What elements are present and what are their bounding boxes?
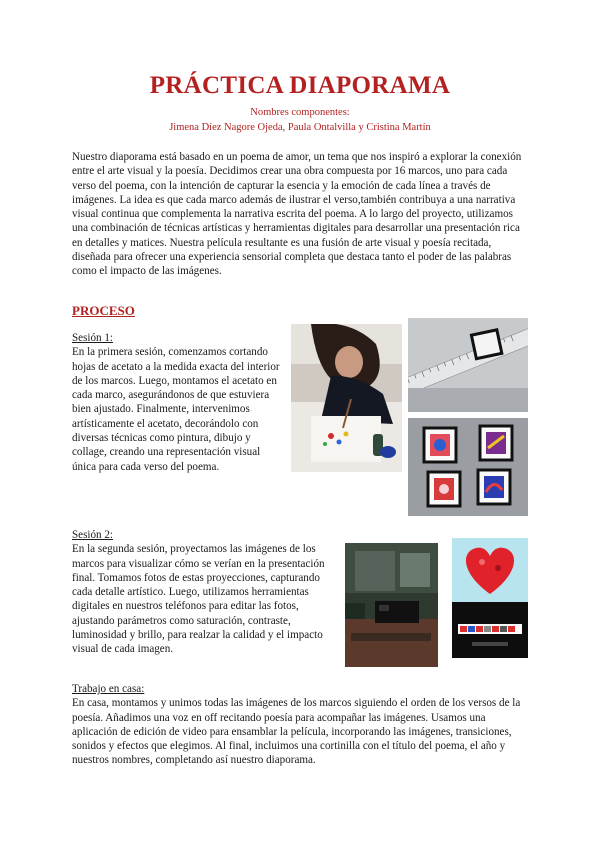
authors-names: Jimena Díez Nagore Ojeda, Paula Ontalvilla y Cristina Martín: [169, 122, 431, 133]
authors-block: [0, 105, 600, 135]
home-work-text: En casa, montamos y unimos todas las imágenes de los marcos siguiendo el orden de los versos de la poesía. Añadimos una voz en off recitando poesía para acompañar las imágenes. Usamos una aplicación de edición de video para ensamblar la película, incorporando las imágenes, transiciones, sonidos y efectos que elegimos. Al final, incluimos una cortinilla con el título del poema, el año y nuestros nombres, completando así nuestro diaporama.: [72, 697, 521, 767]
intro-paragraph: Nuestro diaporama está basado en un poema de amor, un tema que nos inspiró a explorar la conexión entre el arte visual y la poesía. Decidimos crear una obra compuesta por 16 marcos, uno para cada verso del poema, con la intención de capturar la esencia y la emoción de cada línea a través de imágenes. La idea es que cada marco además de ilustrar el verso,también contribuya a una narrativa visual continua que complementa la narrativa escrita del poema. A lo largo del proyecto, utilizamos una combinación de técnicas artísticas y herramientas digitales para desarrollar una presentación rica en detalles y matices. Nuestra película resultante es una fusión de arte visual y poesía recitada, diseñada para ofrecer una experiencia sensorial completa que destaca tanto el poder de las palabras como el impacto de las imágenes.: [72, 151, 522, 278]
photo-decorated-frames: [408, 418, 528, 516]
session1-block: [72, 331, 284, 474]
session2-text: En la segunda sesión, proyectamos las imágenes de los marcos para visualizar cómo se verían en la presentación final. Tomamos fotos de estas proyecciones, capturando cada detalle artístico. Luego, utilizamos herramientas digitales en nuestros teléfonos para editar las fotos, ajustando parámetros como saturación, contraste, luminosidad y brillo, para realzar la calidad y el impacto visual de cada imagen.: [72, 543, 325, 656]
session1-text: En la primera sesión, comenzamos cortando hojas de acetato a la medida exacta del interior de los marcos. Luego, montamos el acetato en cada marco, asegurándonos de que estuviera bien ajustado. Finalmente, intervenimos artísticamente el acetato, decorándolo con diversas técnicas como pintura, dibujo y collage, creando una representación visual única para cada verso del poema.: [72, 346, 280, 473]
page-title: PRÁCTICA DIAPORAMA: [149, 72, 451, 99]
session2-label: Sesión 2:: [72, 529, 113, 541]
photo-ruler-frame: [408, 318, 528, 412]
photo-student-painting: [291, 324, 402, 472]
process-heading: PROCESO: [72, 303, 135, 318]
home-work-label: Trabajo en casa:: [72, 683, 145, 695]
photo-projector: [345, 543, 438, 667]
session2-block: [72, 528, 337, 657]
photo-projection-edit: [452, 538, 528, 658]
session1-label: Sesión 1:: [72, 332, 113, 344]
home-work-block: [72, 682, 528, 768]
authors-label: Nombres componentes:: [250, 107, 350, 118]
